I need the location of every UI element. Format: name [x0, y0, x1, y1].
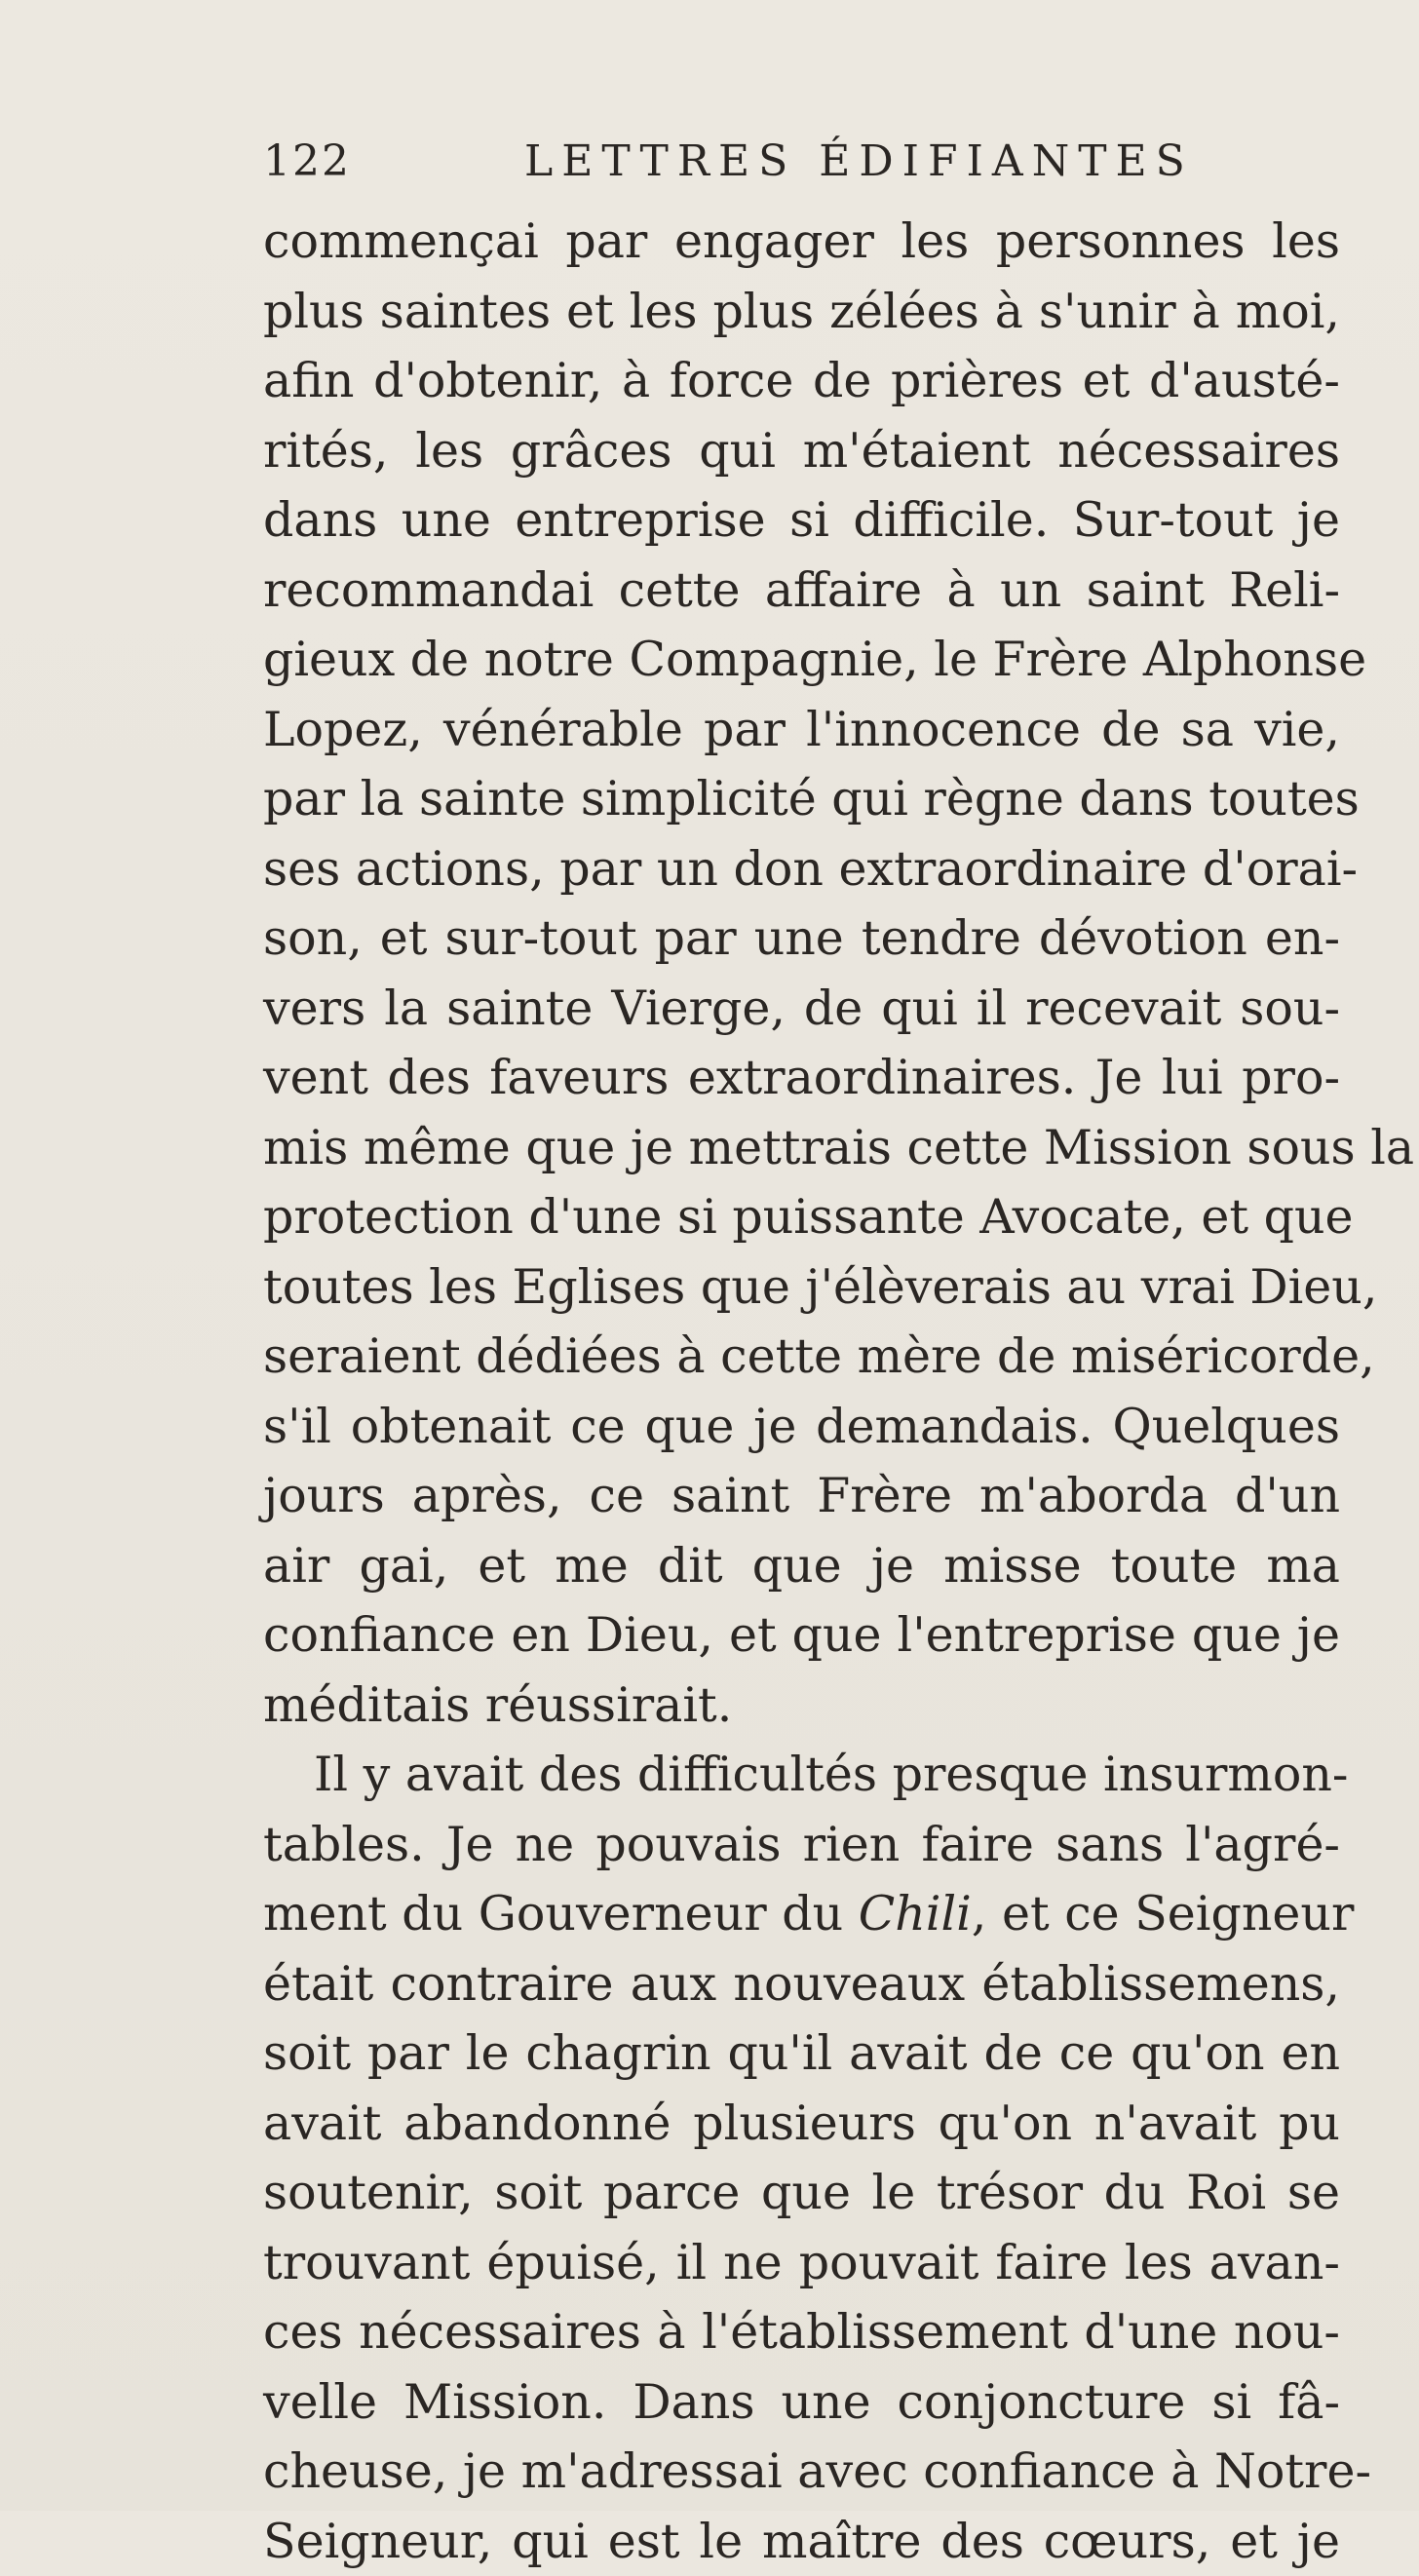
line-end: , et ce Seigneur	[972, 1886, 1355, 1942]
text-line: afin d'obtenir, à force de prières et d'austé-	[263, 346, 1340, 416]
running-head	[263, 136, 1238, 195]
text-line: seraient dédiées à cette mère de miséricorde,	[263, 1322, 1340, 1392]
paragraph-end-line: méditais réussirait.	[263, 1671, 1340, 1741]
text-line: Seigneur, qui est le maître des cœurs, et je	[263, 2507, 1340, 2576]
line-start: ment du Gouverneur du	[263, 1886, 859, 1942]
text-line: ses actions, par un don extraordinaire d'orai-	[263, 834, 1340, 904]
text-line: jours après, ce saint Frère m'aborda d'un	[263, 1461, 1340, 1531]
text-line: tables. Je ne pouvais rien faire sans l'agré-	[263, 1810, 1340, 1880]
page-number: 122	[263, 136, 351, 186]
text-line: velle Mission. Dans une conjoncture si fâ-	[263, 2367, 1340, 2438]
text-line: son, et sur-tout par une tendre dévotion en-	[263, 904, 1340, 974]
text-line: toutes les Eglises que j'élèverais au vrai Dieu,	[263, 1252, 1340, 1323]
text-line: trouvant épuisé, il ne pouvait faire les avan-	[263, 2228, 1340, 2298]
text-line: était contraire aux nouveaux établissemens,	[263, 1949, 1340, 2019]
text-line: plus saintes et les plus zélées à s'unir à moi,	[263, 277, 1340, 347]
place-name-chili: Chili	[859, 1886, 972, 1942]
text-line: avait abandonné plusieurs qu'on n'avait pu	[263, 2089, 1340, 2159]
text-line: protection d'une si puissante Avocate, et que	[263, 1182, 1340, 1252]
running-title: LETTRES ÉDIFIANTES	[524, 136, 1194, 186]
paragraph-first-line: Il y avait des difficultés presque insurmon-	[263, 1740, 1340, 1810]
text-line-italic	[263, 1879, 1340, 1949]
text-line: vers la sainte Vierge, de qui il recevait sou-	[263, 974, 1340, 1044]
text-line: recommandai cette affaire à un saint Reli-	[263, 556, 1340, 626]
text-line: rités, les grâces qui m'étaient nécessaires	[263, 416, 1340, 486]
text-line: ces nécessaires à l'établissement d'une nou-	[263, 2297, 1340, 2367]
text-line: commençai par engager les personnes les	[263, 207, 1340, 277]
text-line: par la sainte simplicité qui règne dans toutes	[263, 764, 1340, 834]
text-line: mis même que je mettrais cette Mission sous la	[263, 1113, 1340, 1183]
body-text	[263, 207, 1340, 2576]
text-line: Lopez, vénérable par l'innocence de sa vie,	[263, 695, 1340, 765]
text-line: soit par le chagrin qu'il avait de ce qu'on en	[263, 2019, 1340, 2089]
text-line: confiance en Dieu, et que l'entreprise que je	[263, 1600, 1340, 1671]
text-line: cheuse, je m'adressai avec confiance à Notre-	[263, 2437, 1340, 2507]
text-line: vent des faveurs extraordinaires. Je lui pro-	[263, 1043, 1340, 1113]
text-line: air gai, et me dit que je misse toute ma	[263, 1531, 1340, 1601]
text-line: s'il obtenait ce que je demandais. Quelques	[263, 1392, 1340, 1462]
text-line: gieux de notre Compagnie, le Frère Alphonse	[263, 625, 1340, 695]
text-line: soutenir, soit parce que le trésor du Roi se	[263, 2158, 1340, 2228]
text-line: dans une entreprise si difficile. Sur-tout je	[263, 485, 1340, 556]
